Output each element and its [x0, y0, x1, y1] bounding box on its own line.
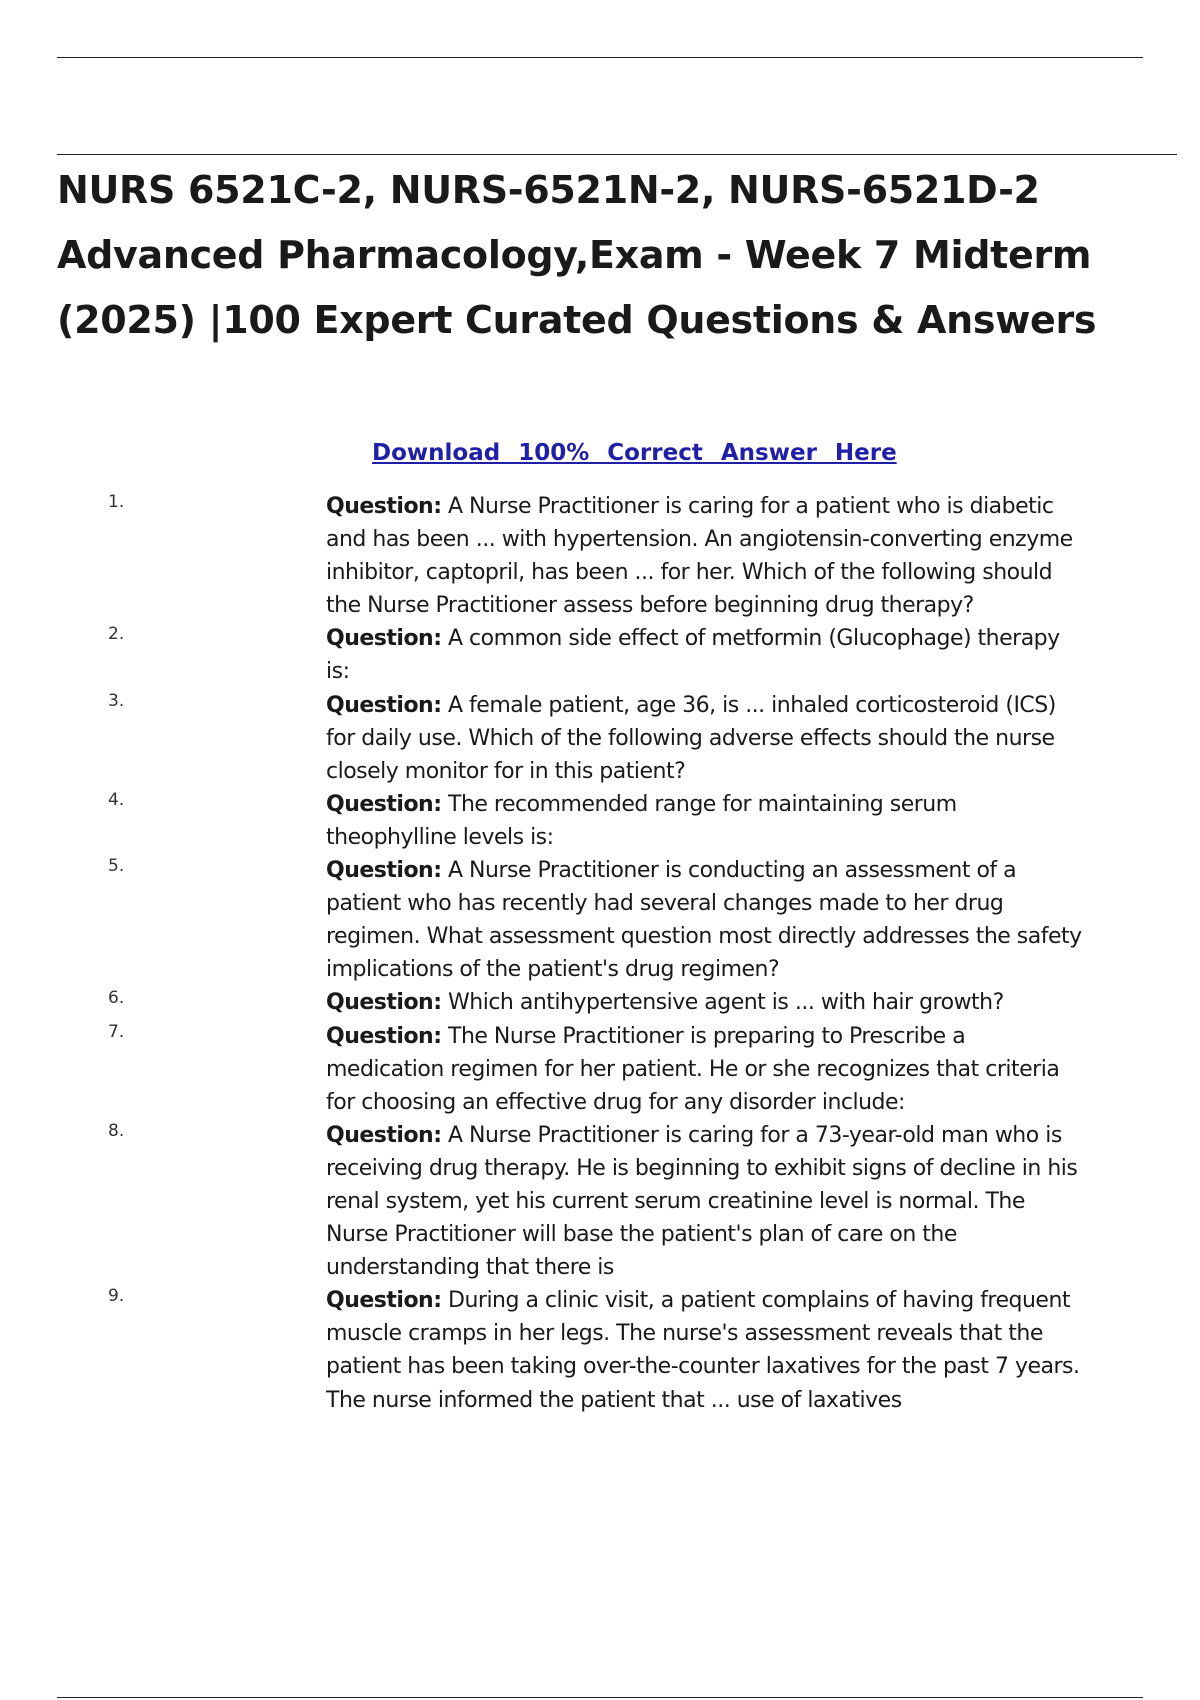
question-label: Question: [326, 494, 442, 519]
question-text [326, 788, 1086, 854]
question-label: Question: [326, 1122, 442, 1148]
top-divider [57, 57, 1143, 58]
question-text [326, 490, 1086, 622]
title-line-2: Advanced Pharmacology,Exam - Week 7 Midterm [57, 233, 1092, 277]
question-item [0, 788, 1086, 854]
question-item [0, 622, 1086, 688]
question-body: A female patient, age 36, is ... inhaled corticosteroid (ICS) for daily use. Which of the following adverse effects should the nurse closely monitor for in this patient? [326, 692, 1056, 784]
title-line-3: (2025) |100 Expert Curated Questions & Answers [57, 298, 1097, 342]
question-text [326, 1284, 1086, 1416]
question-item [0, 1020, 1086, 1119]
question-label: Question: [326, 626, 442, 652]
question-body: A Nurse Practitioner is caring for a 73-year-old man who is receiving drug therapy. He is beginning to exhibit signs of decline in his renal system, yet his current serum creatinine level is normal. The Nurse Practitioner will base the patient's plan of care on the understanding that there is [326, 1122, 1078, 1281]
question-number: 4. [108, 789, 125, 810]
question-text [326, 1020, 1086, 1119]
question-number: 2. [108, 624, 125, 645]
bottom-divider [57, 1697, 1143, 1698]
question-body: The Nurse Practitioner is preparing to Prescribe a medication regimen for her patient. He or she recognizes that criteria for choosing an effective drug for any disorder include: [326, 1023, 1060, 1115]
question-item [0, 986, 1086, 1019]
question-number: 9. [108, 1286, 125, 1307]
document-title [57, 158, 1157, 353]
question-body: A Nurse Practitioner is caring for a patient who is diabetic and has been ... with hypertension. An angiotensin-converting enzyme inhibitor, captopril, has been ... for her. Which of the following should the Nurse Practitioner assess before beginning drug therapy? [326, 494, 1073, 619]
question-body: The recommended range for maintaining serum theophylline levels is: [326, 791, 957, 850]
question-body: A Nurse Practitioner is conducting an assessment of a patient who has recently had several changes made to her drug regimen. What assessment question most directly addresses the safety implications of the patient's drug regimen? [326, 858, 1082, 983]
download-answer-link[interactable]: Download 100% Correct Answer Here [372, 440, 897, 466]
question-text [326, 622, 1086, 688]
question-body: Which antihypertensive agent is ... with hair growth? [448, 990, 1004, 1016]
question-label: Question: [326, 692, 442, 718]
question-item [0, 1119, 1086, 1284]
question-item [0, 490, 1086, 622]
question-item [0, 854, 1086, 986]
question-label: Question: [326, 1023, 442, 1049]
question-text [326, 1119, 1086, 1284]
question-item [0, 1284, 1086, 1416]
title-line-1: NURS 6521C-2, NURS-6521N-2, NURS-6521D-2 [57, 168, 1040, 212]
question-text [326, 986, 1086, 1019]
question-label: Question: [326, 858, 442, 884]
question-number: 8. [108, 1120, 125, 1141]
title-divider [57, 154, 1177, 155]
question-item [0, 689, 1086, 788]
question-list [0, 490, 1200, 1417]
question-label: Question: [326, 990, 442, 1016]
question-body: During a clinic visit, a patient complains of having frequent muscle cramps in her legs. The nurse's assessment reveals that the patient has been taking over-the-counter laxatives for the past 7 years. The nurse informed the patient that ... use of laxatives [326, 1288, 1080, 1413]
question-text [326, 854, 1086, 986]
question-number: 6. [108, 988, 125, 1009]
question-label: Question: [326, 1288, 442, 1314]
question-body: A common side effect of metformin (Glucophage) therapy is: [326, 626, 1060, 685]
question-label: Question: [326, 791, 442, 817]
question-number: 7. [108, 1021, 125, 1042]
question-number: 3. [108, 690, 125, 711]
question-number: 5. [108, 856, 125, 877]
question-text [326, 689, 1086, 788]
question-number: 1. [108, 492, 125, 512]
